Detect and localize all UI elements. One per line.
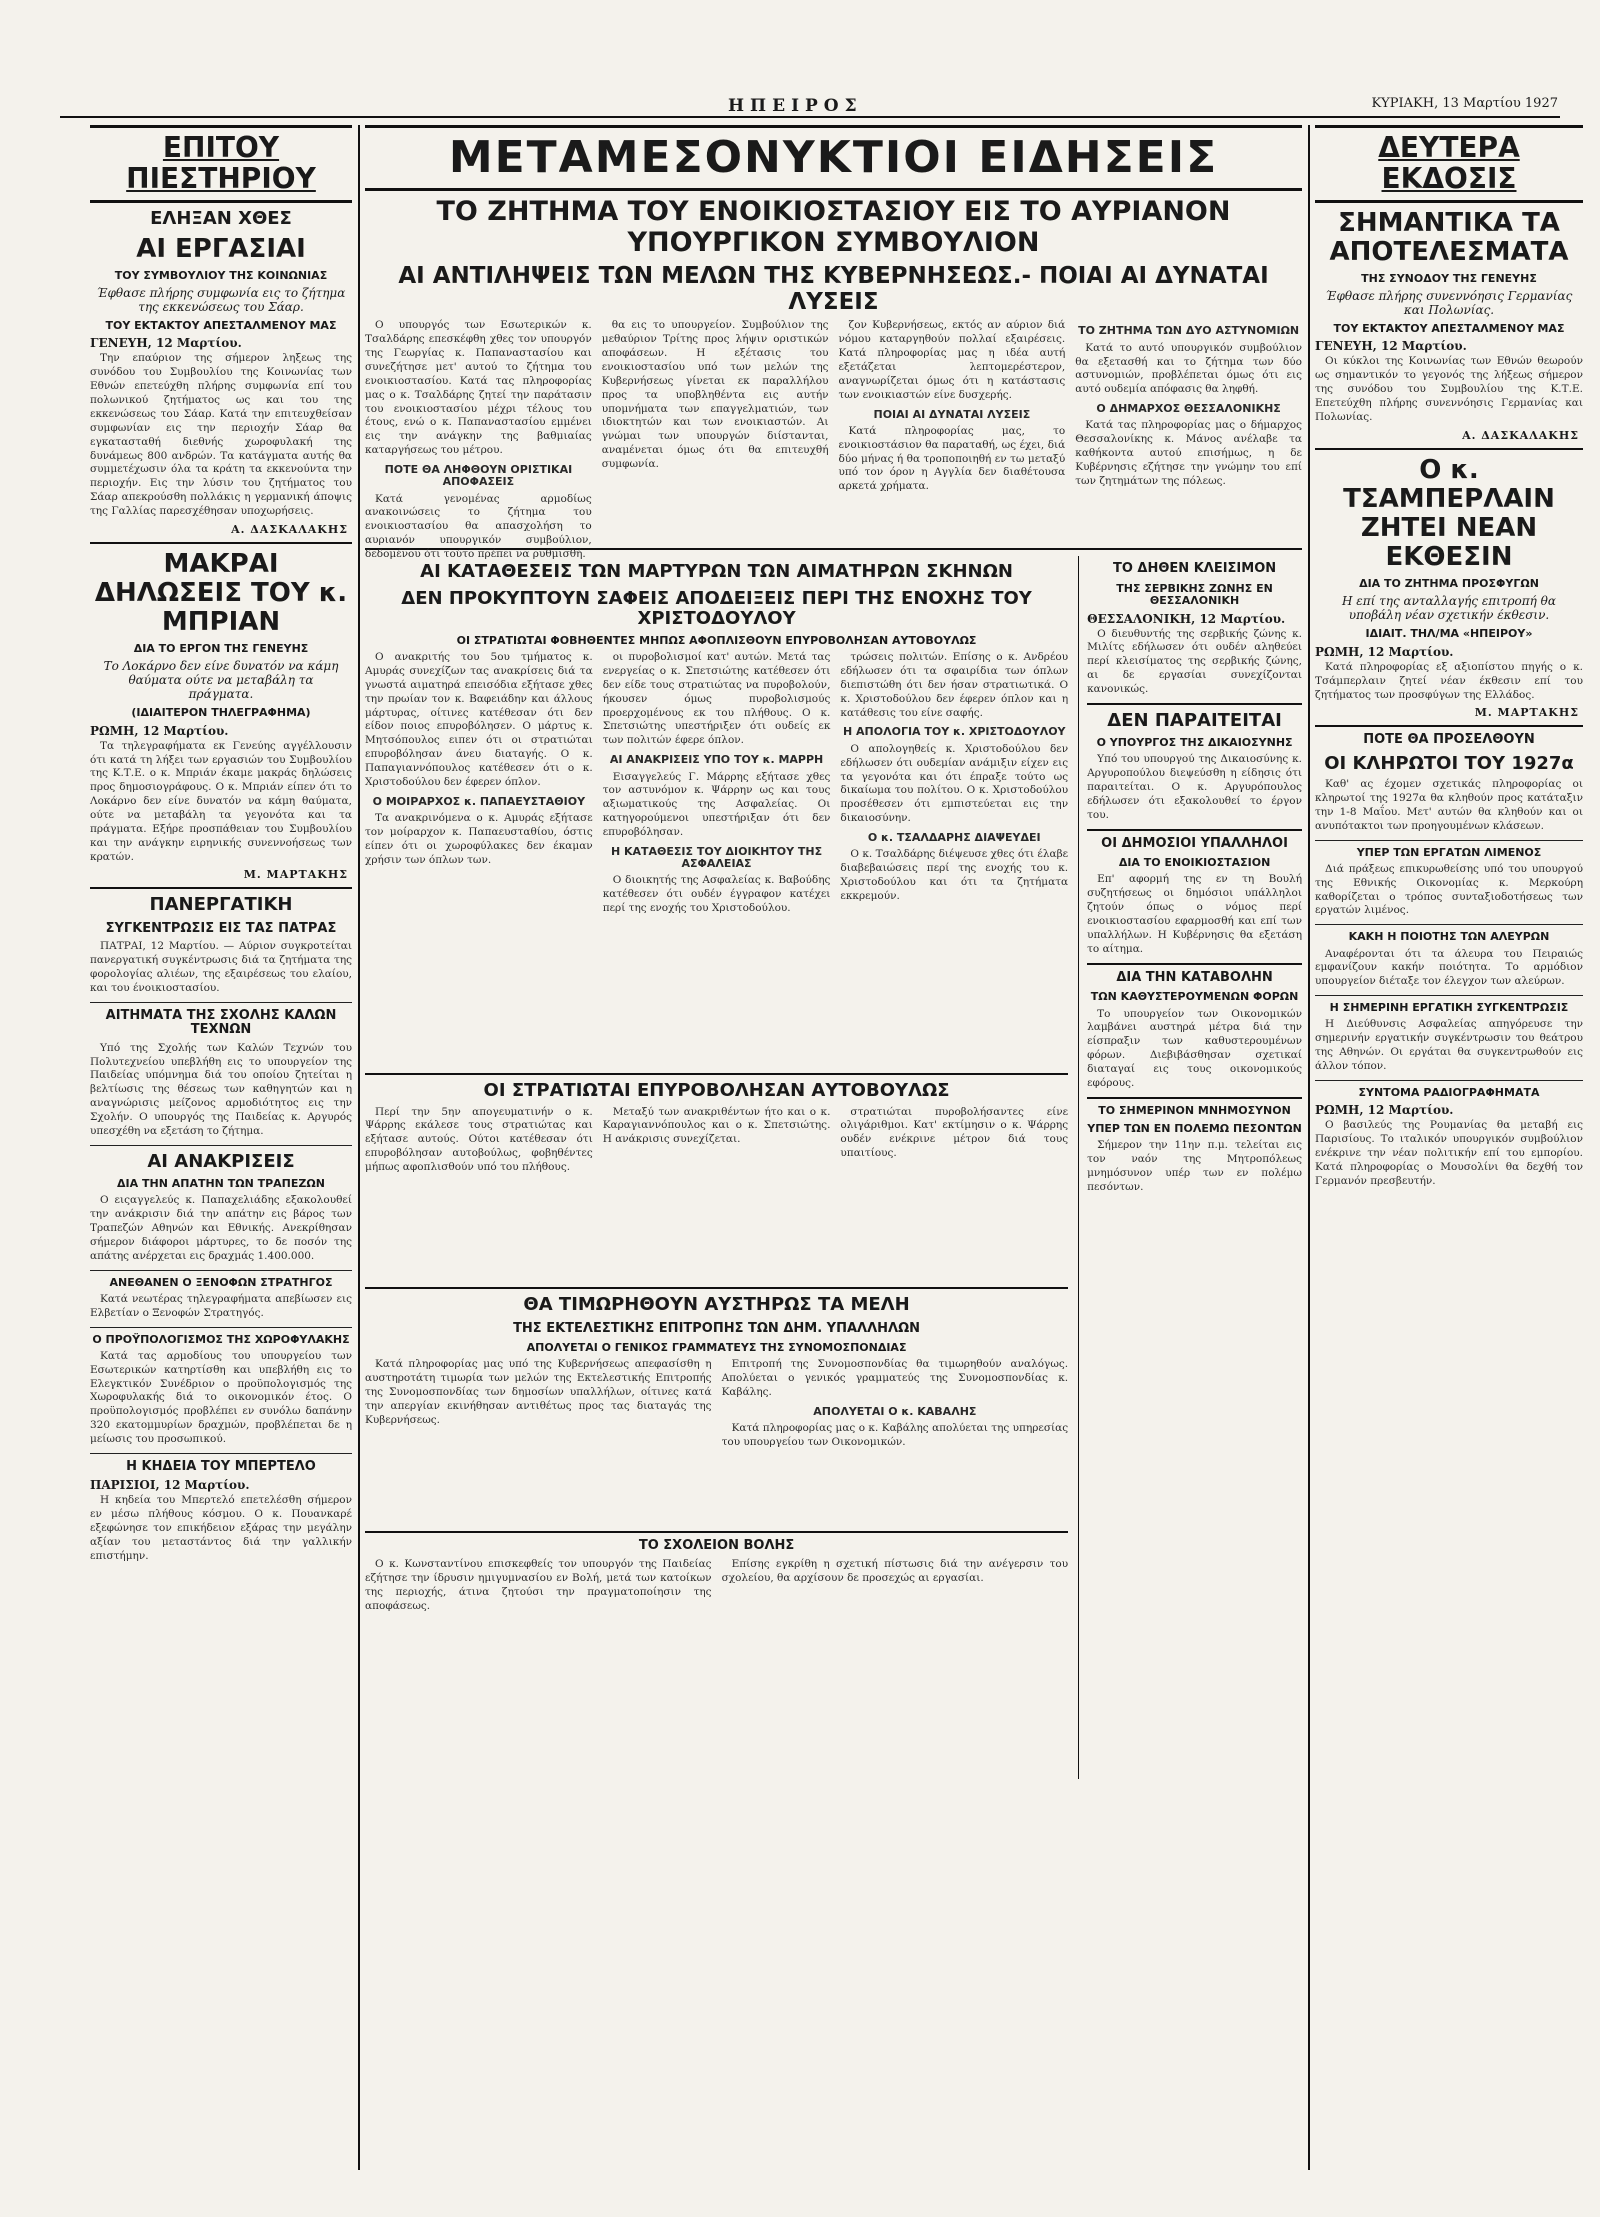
headline: ΥΠΕΡ ΤΩΝ ΕΡΓΑΤΩΝ ΛΙΜΕΝΟΣ [1356,845,1542,859]
masthead [0,96,1600,116]
headline-line-2: ΔΕΝ ΠΡΟΚΥΠΤΟΥΝ ΣΑΦΕΙΣ ΑΠΟΔΕΙΞΕΙΣ ΠΕΡΙ ΤΗΣ ΕΝΟΧΗΣ ΤΟΥ ΧΡΙΣΤΟΔΟΥΛΟΥ [401,587,1032,629]
paragraph: Κατά πληροφορίας μας ο κ. Καβάλης απολύεται της υπηρεσίας του υπουργείου των Οικονομικών. [721,1422,1069,1449]
text-column [1075,319,1302,566]
paragraph: Διά πράξεως επικυρωθείσης υπό του υπουργού της Εθνικής Οικονομίας κ. Μερκούρη καθορίζεται ο τρόπος συνταξιοδοτήσεως των εργατών λιμένος. [1315,862,1583,917]
section-heading: Η ΑΠΟΛΟΓΙΑ ΤΟΥ κ. ΧΡΙΣΤΟΔΟΥΛΟΥ [842,725,1066,739]
dateline: ΘΕΣΣΑΛΟΝΙΚΗ, 12 Μαρτίου. [1087,611,1286,626]
subheadline: ΔΙΑ ΤΟ ΕΡΓΟΝ ΤΗΣ ΓΕΝΕΥΗΣ [133,642,309,656]
headline: ΣΥΓΚΕΝΤΡΩΣΙΣ ΕΙΣ ΤΑΣ ΠΑΤΡΑΣ [105,920,337,936]
section-heading: Ο ΔΗΜΑΡΧΟΣ ΘΕΣΣΑΛΟΝΙΚΗΣ [1096,402,1281,416]
article-labor-rally [1315,1002,1583,1074]
subheadline: ΔΙΑ ΤΟ ΕΝΟΙΚΙΟΣΤΑΣΙΟΝ [1118,856,1271,870]
paragraph: ζον Κυβερνήσεως, εκτός αν αύριον διά νόμου καταργηθούν πολλαί εξαιρέσεις. Κατά πληροφορίας μας η ιδέα αυτή εξετάζεται λεπτομερέστερον, αναγνωρίζεται όμως ότι η κατάστασις των ενοικιαστών είνε δυσχερής. [838,319,1066,401]
paragraph: Αναφέρονται ότι τα άλευρα του Πειραιώς εμφανίζουν κακήν ποιότητα. Το αρμόδιον υπουργείον διέταξε τον έλεγχον των αλεύρων. [1315,947,1583,988]
column-divider [1308,125,1310,2170]
headline: ΑΙΤΗΜΑΤΑ ΤΗΣ ΣΧΟΛΗΣ ΚΑΛΩΝ ΤΕΧΝΩΝ [105,1007,337,1038]
headline: Η ΚΗΔΕΙΑ ΤΟΥ ΜΠΕΡΤΕΛΟ [126,1458,316,1474]
main-section [365,125,1302,2170]
paragraph: θα εις το υπουργείον. Συμβούλιον της μεθαύριον Τρίτης προς λήψιν οριστικών αποφάσεων. Η εξέτασις του ενοικιοστασίου υπό των μελών της Κυβερνήσεως γίνεται εκ παραλλήλου προς τα υποβληθέντα εις αυτήν υπομνήματα των επαγγελματιών, των ιδιοκτητών και των ενοικιαστών. Αι γνώμαι των υπουργών διίστανται, αναμένεται όμως ότι θα επιτευχθή συμφωνία. [601,319,829,470]
paragraph: Την επαύριον της σήμερον ληξεως της συνόδου του Συμβουλίου της Κοινωνίας των Εθνών επετεύχθη πλήρης συμφωνία επί του πολωνικού ζητήματος ως και του της εκκενώσεως του Σάαρ. Κατά την επιτευχθείσαν συμφωνίαν εις την περιοχήν Σάαρ θα εγκατασταθή διεθνής χωροφυλακή της δυνάμεως 800 ανδρών. Τα κατάγματα αυτής θα συμμετέχωσιν όλα τα κράτη τα εκκενούντα την περιοχήν. Εις την λύσιν του ζητήματος του Σάαρ απεκρούσθη πολλάκις η γερμανική άποψις της Γαλλίας παρεσχέθησαν υποχωρήσεις. [90,352,352,517]
text-column [602,319,829,566]
article-body [1315,1018,1583,1073]
paragraph: Ο διευθυντής της σερβικής ζώνης κ. Μιλίτς εδήλωσεν ότι ουδέν αληθεύει περί κλεισίματος της σερβικής ζώνης, αι δε εργασίαι συνεχίζονται κανονικώς. [1087,627,1302,695]
article-body [90,940,352,995]
section-heading: ΠΟΤΕ ΘΑ ΛΗΦΘΟΥΝ ΟΡΙΣΤΙΚΑΙ ΑΠΟΦΑΣΕΙΣ [384,462,573,489]
kicker: ΠΟΤΕ ΘΑ ΠΡΟΣΕΛΘΟΥΝ [1363,732,1535,748]
paragraph: Κατά νεωτέρας τηλεγραφήματα απεβίωσεν εις Ελβετίαν ο Ξενοφών Στρατηγός. [90,1292,352,1319]
article-body [1087,873,1302,956]
article-serbian-zone [1087,562,1302,696]
signature: Α. ΔΑΣΚΑΛΑΚΗΣ [1462,428,1579,442]
article-public-servants [1087,837,1302,957]
headline: ΑΙ ΑΝΑΚΡΙΣΕΙΣ [147,1150,295,1172]
section-heading: Η ΚΑΤΑΘΕΣΙΣ ΤΟΥ ΔΙΟΙΚΗΤΟΥ ΤΗΣ ΑΣΦΑΛΕΙΑΣ [610,844,823,871]
article-conscripts [1315,733,1583,833]
headline: ΜΑΚΡΑΙ ΔΗΛΩΣΕΙΣ ΤΟΥ κ. ΜΠΡΙΑΝ [94,548,348,638]
section-heading: ΑΠΟΛΥΕΤΑΙ Ο κ. ΚΑΒΑΛΗΣ [813,1404,977,1418]
article-civil-servants [365,1295,1068,1525]
headline: ΤΟ ΣΧΟΛΕΙΟΝ ΒΟΛΗΣ [638,1538,795,1554]
subheadline: ΟΙ ΣΤΡΑΤΙΩΤΑΙ ΦΟΒΗΘΕΝΤΕΣ ΜΗΠΩΣ ΑΦΟΠΛΙΣΘΟΥΝ ΕΠΥΡΟΒΟΛΗΣΑΝ ΑΥΤΟΒΟΥΛΩΣ [456,633,977,647]
subheadline: ΤΗΣ ΣΕΡΒΙΚΗΣ ΖΩΝΗΣ ΕΝ ΘΕΣΣΑΛΟΝΙΚΗ [1116,581,1273,608]
masthead-rule [60,116,1560,118]
paragraph: ΠΑΤΡΑΙ, 12 Μαρτίου. — Αύριον συγκροτείται πανεργατική συγκέντρωσις διά τα ζητήματα της φορολογίας αλιέων, της εξαιρέσεως του ελαίου, και του ένοικιοστασίου. [90,940,352,994]
article-bank-fraud [90,1152,352,1264]
paragraph: Κατά το αυτό υπουργικόν συμβούλιον θα εξετασθή και το ζήτημα των δύο αστυνομιών, προβλέπεται όμως ότι εις αυτό ουδεμία απόφασις θα ληφθή. [1075,341,1302,396]
headline: ΚΑΚΗ Η ΠΟΙΟΤΗΣ ΤΩΝ ΑΛΕΥΡΩΝ [1348,930,1550,944]
column-divider [358,125,360,2170]
section-heading: ΑΙ ΑΝΑΚΡΙΣΕΙΣ ΥΠΟ ΤΟΥ κ. ΜΑΡΡΗ [609,753,824,767]
masthead-title: ΗΠΕΙΡΟΣ [720,96,871,116]
dateline: ΓΕΝΕΥΗ, 12 Μαρτίου. [90,336,242,351]
article-school [365,1539,1068,1779]
paragraph: στρατιώται πυροβολήσαντες είνε ολιγάριθμοι. Κατ' εκτίμησιν ο κ. Ψάρρης ουδέν ενέκρινε μέτρον διά τους υπαιτίους. [840,1105,1069,1160]
headline: ΣΥΝΤΟΜΑ ΡΑΔΙΟΓΡΑΦΗΜΑΤΑ [1358,1085,1540,1099]
headline: ΑΙ ΕΡΓΑΣΙΑΙ [136,233,306,264]
dateline: ΡΩΜΗ, 12 Μαρτίου. [90,723,229,738]
paragraph: Τα τηλεγραφήματα εκ Γενεύης αγγέλλουσιν ότι κατά τη λήξει των εργασιών του Συμβουλίου της Κ.Τ.Ε. ο κ. Μπριάν έκαμε μακράς δηλώσεις προς δημοσιογράφους. Ο κ. Μπριάν είπεν ότι το Λοκάρνο δεν είνε δυνατόν να κάμη θαύματα, ούτε να μεταβάλη τα γεγονότα και τα πράγματα. Εξήρε προσπάθειαν του Συμβουλίου και την ανάγκην ειρηνικής συνεννοήσεως των κρατών. [90,739,352,863]
subheadline: ΤΟΥ ΣΥΜΒΟΥΛΙΟΥ ΤΗΣ ΚΟΙΝΩΝΙΑΣ [114,268,328,282]
article-body [90,740,352,865]
paragraph: Ο υπουργός των Εσωτερικών κ. Τσαλδάρης επεσκέφθη χθες τον υπουργόν της Γεωργίας κ. Παπαναστασίου και συνεζήτησε μετ' αυτού το ζήτημα του ενοικιοστασίου. Κατά τας πληροφορίας μας ο κ. Τσαλδάρης ζητεί την παράτασιν του ενοικιοστασίου μέχρι τέλους του έτους, ενώ ο κ. Παπαναστασίου εμμένει εις την ανάγκην της βαθμιαίας καταργήσεως του μέτρου. [365,319,592,457]
paragraph: Οι κύκλοι της Κοινωνίας των Εθνών θεωρούν ως σημαντικόν το γεγονός της λήξεως σήμερον της συνόδου του Συμβουλίου της Κ.Τ.Ε. Επετεύχθη πλήρης συνεννόησις Γερμανίας και Πολωνίας. [1315,355,1583,423]
paragraph: Κατά πληροφορίας μας, το ενοικιοστάσιον θα παραταθή, ως έχει, διά δύο μήνας ή θα τροποποιηθή εν τω μεταξύ υπό τον όρον η Αγγλία δεν διαθέτουσα αρκετά χρήματα. [838,424,1066,493]
article-patras [90,895,352,995]
paragraph: Εισαγγελεύς Γ. Μάρρης εξήτασε χθες τον αστυνόμον κ. Ψάρρην ως και τους αξιωματικούς της Ασφαλείας. Οι κατηγορούμενοι υπεστήριξαν ότι δεν επυροβόλησαν. [602,770,831,838]
kicker: ΠΑΝΕΡΓΑΤΙΚΗ [149,894,293,916]
article-flour-quality [1315,931,1583,989]
article-body [1315,948,1583,990]
masthead-date: ΚΥΡΙΑΚΗ, 13 Μαρτίου 1927 [1365,96,1558,111]
headline: ΟΙ ΔΗΜΟΣΙΟΙ ΥΠΑΛΛΗΛΟΙ [1101,835,1288,851]
subheadline: ΔΙΑ ΤΗΝ ΑΠΑΤΗΝ ΤΩΝ ΤΡΑΠΕΖΩΝ [117,1176,325,1190]
article-justice-minister [1087,711,1302,823]
article-rent-control [365,196,1302,561]
article-body [90,1042,352,1139]
subheadline: ΑΠΟΛΥΕΤΑΙ Ο ΓΕΝΙΚΟΣ ΓΡΑΜΜΑΤΕΥΣ ΤΗΣ ΣΥΝΟΜΟΣΠΟΝΔΙΑΣ [526,1341,907,1355]
article-body [1087,628,1302,697]
paragraph: Επ' αφορμή της εν τη Βουλή συζητήσεως οι δημόσιοι υπάλληλοι ζητούν όπως ο νόμος περί ενοικιοστασίου εφαρμοσθή και επί των υπαλλήλων. Η Κυβέρνησις θα εξετάση το αίτημα. [1087,873,1302,955]
paragraph: Ο απολογηθείς κ. Χριστοδούλου δεν εδήλωσεν ότι ουδεμίαν ανάμιξιν είχεν εις τα γεγονότα και ότι έπραξε τούτο ως δικαίωμα του πολίτου. Ο κ. Χριστοδούλου προσέθεσεν ότι εμπιστεύεται εις την δικαιοσύνην. [840,742,1069,825]
text-column [839,319,1066,566]
paragraph: οι πυροβολισμοί κατ' αυτών. Μετά τας ενεργείας ο κ. Σπετσιώτης κατέθεσεν ότι δεν είδε τους στρατιώτας να πυροβολούν, ήκουσεν όμως πυροβολισμούς προερχομένους εκ του πλήθους. Ο κ. Σπετσιώτης υπεστήριξεν ότι ουδείς εκ των πολιτών έφερε όπλον. [602,651,831,747]
paragraph: Υπό της Σχολής των Καλών Τεχνών του Πολυτεχνείου υπεβλήθη εις το υπουργείον της Παιδείας υπόμνημα διά του οποίου ζητείται η βελτίωσις της θέσεως των καθηγητών και η αναγνώρισις μείζονος αρμοδιότητος εις την Σχολήν. Ο υπουργός της Παιδείας κ. Αργυρός υπεσχέθη να εξετάση το ζήτημα. [90,1041,352,1137]
text-column [365,319,592,566]
paragraph: Τα ανακρινόμενα ο κ. Αμυράς εξήτασε τον μοίραρχον κ. Παπαευσταθίου, όστις είπεν ότι οι χωροφύλακες δεν έκαμαν χρήσιν των όπλων των. [365,812,593,866]
text-column [840,651,1068,920]
article-geneva-council [90,209,352,536]
text-column [365,1106,593,1179]
dateline: ΓΕΝΕΥΗ, 12 Μαρτίου. [1315,339,1467,354]
left-banner: ΕΠΙΤΟΥ ΠΙΕΣΤΗΡΙΟΥ [90,125,352,203]
source: (ΙΔΙΑΙΤΕΡΟΝ ΤΗΛΕΓΡΑΦΗΜΑ) [131,706,311,720]
text-column [365,651,593,920]
article-chamberlain [1315,456,1583,720]
article-soldiers [365,1081,1068,1281]
headline: ΔΕΝ ΠΑΡΑΙΤΕΙΤΑΙ [1107,709,1282,731]
signature: Μ. ΜΑΡΤΑΚΗΣ [1474,706,1579,720]
paragraph: Ο ανακριτής του 5ου τμήματος κ. Αμυράς συνεχίζων τας ανακρίσεις διά τα γνωστά αιματηρά επεισόδια εξήτασε χθες την πρωίαν τον κ. Βαφειάδην και άλλους μάρτυρας, οίτινες κατέθεσαν ότι δεν είδον ποιος επυροβόλησεν. Ο μάρτυς κ. Μητσόπουλος ειπεν ότι οι στρατιώται επυροβόλησαν άνευ διαταγής. Ο κ. Παπαγιαννόπουλος κατέθεσεν ότι ο κ. Χριστοδούλου δεν έφερεν όπλον. [365,651,593,788]
paragraph: Κατά τας πληροφορίας μας ο δήμαρχος Θεσσαλονίκης κ. Μάνος ανέλαβε τα καθήκοντα αυτού επισήμως, η δε Κυβέρνησις εζήτησε την γνώμην του επί των ζητημάτων της πόλεως. [1075,419,1302,487]
headline: Η ΣΗΜΕΡΙΝΗ ΕΡΓΑΤΙΚΗ ΣΥΓΚΕΝΤΡΩΣΙΣ [1329,1001,1569,1015]
text-column [603,651,831,920]
article-fine-arts [90,1009,352,1139]
subheadline: Ο ΥΠΟΥΡΓΟΣ ΤΗΣ ΔΙΚΑΙΟΣΥΝΗΣ [1096,736,1293,750]
section-heading: ΠΟΙΑΙ ΑΙ ΔΥΝΑΤΑΙ ΛΥΣΕΙΣ [873,407,1031,421]
subheadline: ΔΙΑ ΤΟ ΖΗΤΗΜΑ ΠΡΟΣΦΥΓΩΝ [1359,577,1539,591]
headline: ΤΟ ΣΗΜΕΡΙΝΟΝ ΜΝΗΜΟΣΥΝΟΝ [1098,1103,1291,1117]
article-memorial [1087,1105,1302,1195]
section-heading: Ο κ. ΤΣΑΛΔΑΡΗΣ ΔΙΑΨΕΥΔΕΙ [867,830,1041,844]
headline: ΤΟ ΖΗΤΗΜΑ ΤΟΥ ΕΝΟΙΚΙΟΣΤΑΣΙΟΥ ΕΙΣ ΤΟ ΑΥΡΙΑΝΟΝ ΥΠΟΥΡΓΙΚΟΝ ΣΥΜΒΟΥΛΙΟΝ [436,196,1231,258]
source: ΙΔΙΑΙΤ. ΤΗΛ/ΜΑ «ΗΠΕΙΡΟΥ» [1365,627,1533,641]
paragraph: Κατά τας αρμοδίους του υπουργείου των Εσωτερικών κατηρτίσθη και υπεβλήθη εις το Ελεγκτικόν Συνέδριον ο προϋπολογισμός της Χωροφυλακής διά το οικονομικόν έτος. Ο προϋπολογισμός προβλέπει εν συνόλω δαπάνην 320 εκατομμυρίων δραχμών, προβλέπεται δε η μείωσις του προσωπικού. [90,1349,352,1445]
paragraph: Σήμερον την 11ην π.μ. τελείται εις τον ναόν της Μητροπόλεως μνημόσυνον υπέρ των εν πολέμω πεσόντων. [1087,1139,1302,1193]
article-body [1087,1139,1302,1194]
text-column [603,1106,831,1179]
paragraph: Ο διοικητής της Ασφαλείας κ. Βαβούδης κατέθεσεν ότι ουδέν έγγραφον κατέχει περί της ενοχής του Χριστοδούλου. [602,874,831,915]
paragraph: Μεταξύ των ανακριθέντων ήτο και ο κ. Καραγιαννόπουλος και ο κ. Σπετσιώτης. Η ανάκρισις συνεχίζεται. [602,1105,831,1146]
text-column [365,1558,712,1617]
right-banner: ΔΕΥΤΕΡΑ ΕΚΔΟΣΙΣ [1315,125,1583,203]
paragraph: Επιτροπή της Συνομοσπονδίας θα τιμωρηθούν αναλόγως. Απολύεται ο γενικός γραμματεύς της Συνομοσπονδίας κ. Καβάλης. [721,1358,1069,1399]
article-body [1087,1008,1302,1091]
article-body [90,1194,352,1263]
article-body [90,352,352,518]
paragraph: Ο βασιλεύς της Ρουμανίας θα μεταβή εις Παρισίους. Το ιταλικόν υπουργικόν συμβούλιον ενέκρινε την νέαν πολιτικήν επί του εμπορίου. Κατά πληροφορίας ο Μουσολίνι θα δεχθή τον Γερμανόν πρεσβευτήν. [1315,1119,1583,1187]
text-column [722,1558,1069,1617]
article-berthelot-funeral [90,1460,352,1564]
article-radiograms [1315,1087,1583,1189]
paragraph: τρώσεις πολιτών. Επίσης ο κ. Ανδρέου εδήλωσεν ότι τα σφαιρίδια των όπλων διεπιστώθη ότι δεν ήσαν στρατιωτικά. Ο κ. Χριστοδούλου δεν έφερεν όπλον και η κατάθεσις του είνε σαφής. [840,651,1069,719]
left-column [90,125,352,2170]
subheadline: ΤΩΝ ΚΑΘΥΣΤΕΡΟΥΜΕΝΩΝ ΦΟΡΩΝ [1090,990,1299,1004]
subheadline: ΑΙ ΑΝΤΙΛΗΨΕΙΣ ΤΩΝ ΜΕΛΩΝ ΤΗΣ ΚΥΒΕΡΝΗΣΕΩΣ.- ΠΟΙΑΙ ΑΙ ΔΥΝΑΤΑΙ ΛΥΣΕΙΣ [398,262,1269,315]
article-gendarmerie-budget [90,1334,352,1447]
main-banner: ΜΕΤΑΜΕΣΟΝΥΚΤΙΟΙ ΕΙΔΗΣΕΙΣ [365,125,1302,191]
dateline: ΡΩΜΗ, 12 Μαρτίου. [1315,1103,1454,1118]
headline: ΔΙΑ ΤΗΝ ΚΑΤΑΒΟΛΗΝ [1116,969,1273,985]
headline: ΑΝΕΘΑΝΕΝ Ο ΞΕΝΟΦΩΝ ΣΤΡΑΤΗΓΟΣ [109,1275,333,1289]
section-heading: Ο ΜΟΙΡΑΡΧΟΣ κ. ΠΑΠΑΕΥΣΤΑΘΙΟΥ [372,794,586,808]
article-body [1315,661,1583,703]
article-body [1315,863,1583,918]
dateline: ΠΑΡΙΣΙΟΙ, 12 Μαρτίου. [90,1478,250,1493]
headline: ΘΑ ΤΙΜΩΡΗΘΟΥΝ ΑΥΣΤΗΡΩΣ ΤΑ ΜΕΛΗ [523,1294,910,1316]
lead: Έφθασε πλήρης συνεννόησις Γερμανίας και Πολωνίας. [1325,289,1573,318]
paragraph: Η κηδεία του Μπερτελό επετελέσθη σήμερον εν μέσω πλήθους κόσμου. Ο κ. Πουανκαρέ εξεφώνησε τον επικήδειον εξάρας την μεγάλην αξίαν του μεταστάντος διά την γαλλικήν επιστήμην. [90,1494,352,1562]
lead: Έφθασε πλήρης συμφωνία εις το ζήτημα της εκκενώσεως του Σάαρ. [96,286,346,315]
article-body [1315,778,1583,833]
headline: Ο κ. ΤΣΑΜΠΕΡΛΑΙΝ ΖΗΤΕΙ ΝΕΑΝ ΕΚΘΕΣΙΝ [1343,454,1555,573]
signature: Μ. ΜΑΡΤΑΚΗΣ [243,868,348,882]
paragraph: Το υπουργείον των Οικονομικών λαμβάνει αυστηρά μέτρα διά την είσπραξιν των καθυστερουμένων φόρων. Διεβιβάσθησαν σχετικαί διαταγαί εις τους οικονομικούς εφόρους. [1087,1007,1302,1089]
article-body [1315,1119,1583,1188]
dateline: ΡΩΜΗ, 12 Μαρτίου. [1315,644,1454,659]
paragraph: Κατά γενομένας αρμοδίως ανακοινώσεις το ζήτημα του ενοικιοστασίου θα απασχολήση το αυριανόν υπουργικόν συμβούλιον, δεδομένου ότι τούτο πρέπει να ρυθμισθή. [365,492,592,561]
article-geneva-results [1315,209,1583,442]
headline: ΑΙ ΚΑΤΑΘΕΣΕΙΣ ΤΩΝ ΜΑΡΤΥΡΩΝ ΤΩΝ ΑΙΜΑΤΗΡΩΝ ΣΚΗΝΩΝ [420,561,1013,583]
text-column [365,1358,712,1454]
article-body [90,1350,352,1447]
paragraph: Ο κ. Τσαλδάρης διέψευσε χθες ότι έλαβε διαβεβαιώσεις περί της ενοχής του κ. Χριστοδούλου και ότι τα ζητήματα εκκρεμούν. [840,848,1069,902]
text-column [722,1358,1069,1454]
paragraph: Η Διεύθυνσις Ασφαλείας απηγόρευσε την σημερινήν εργατικήν συγκέντρωσιν του θεάτρου της Αθηνών. Οι εργάται θα συγκεντρωθούν εις άλλον τόπον. [1315,1018,1583,1073]
article-obituary [90,1277,352,1321]
paragraph: Επίσης εγκρίθη η σχετική πίστωσις διά την ανέγερσιν του σχολείου, θα αρχίσουν δε προσεχώς αι εργασίαι. [721,1557,1069,1584]
source: ΤΟΥ ΕΚΤΑΚΤΟΥ ΑΠΕΣΤΑΛΜΕΝΟΥ ΜΑΣ [1333,322,1565,336]
paragraph: Ο κ. Κωνσταντίνου επισκεφθείς τον υπουργόν της Παιδείας εζήτησε την ίδρυσιν ημιγυμνασίου εν Βολή, μετά των κατοίκων της περιοχής, άτινα ζητούσι την πραγματοποίησιν της αποφάσεως. [365,1557,712,1612]
headline: ΟΙ ΣΤΡΑΤΙΩΤΑΙ ΕΠΥΡΟΒΟΛΗΣΑΝ ΑΥΤΟΒΟΥΛΩΣ [483,1080,950,1102]
paragraph: Καθ' ας έχομεν σχετικάς πληροφορίας οι κληρωτοί της 1927α θα κληθούν προς κατάταξιν την 1-8 Μαΐου. Μετ' αυτών θα κληθούν και οι ανυπότακτοι των προηγουμένων κλάσεων. [1315,778,1583,832]
source: ΤΟΥ ΕΚΤΑΚΤΟΥ ΑΠΕΣΤΑΛΜΕΝΟΥ ΜΑΣ [105,319,337,333]
lead: Το Λοκάρνο δεν είνε δυνατόν να κάμη θαύματα ούτε να μεταβάλη τα πράγματα. [103,659,339,702]
section-heading: ΤΟ ΖΗΤΗΜΑ ΤΩΝ ΔΥΟ ΑΣΤΥΝΟΜΙΩΝ [1078,324,1300,338]
headline: Ο ΠΡΟΫΠΟΛΟΓΙΣΜΟΣ ΤΗΣ ΧΩΡΟΦΥΛΑΚΗΣ [92,1332,350,1346]
article-witness-testimony [365,562,1068,1067]
article-overdue-taxes [1087,971,1302,1091]
subheadline: ΤΗΣ ΣΥΝΟΔΟΥ ΤΗΣ ΓΕΝΕΥΗΣ [1361,271,1537,285]
article-briand [90,550,352,882]
headline: ΟΙ ΚΛΗΡΩΤΟΙ ΤΟΥ 1927α [1324,752,1574,774]
article-body [1087,753,1302,822]
article-body [90,1494,352,1563]
article-port-workers [1315,847,1583,919]
headline-line-2: ΤΗΣ ΕΚΤΕΛΕΣΤΙΚΗΣ ΕΠΙΤΡΟΠΗΣ ΤΩΝ ΔΗΜ. ΥΠΑΛΛΗΛΩΝ [513,1320,921,1336]
article-body [1315,355,1583,424]
paragraph: Ο ειςαγγελεύς κ. Παπαχελιάδης εξακολουθεί την ανάκρισιν διά την απάτην εις βάρος των Τραπεζών Αθηνών και Εθνικής. Ανεκρίθησαν σήμερον διάφοροι μάρτυρες, το δε ποσόν της απάτης ανέρχεται εις δραχμάς 1.400.000. [90,1194,352,1262]
subheadline: ΥΠΕΡ ΤΩΝ ΕΝ ΠΟΛΕΜΩ ΠΕΣΟΝΤΩΝ [1087,1121,1302,1135]
signature: Α. ΔΑΣΚΑΛΑΚΗΣ [231,522,348,536]
paragraph: Κατά πληροφορίας μας υπό της Κυβερνήσεως απεφασίσθη η αυστηροτάτη τιμωρία των μελών της Εκτελεστικής Επιτροπής της Συνομοσπονδίας των δημοσίων υπαλλήλων, οίτινες κατά την απεργίαν εκινήθησαν αντιθέτως προς τας διαταγάς της Κυβερνήσεως. [365,1358,712,1426]
paragraph: Υπό του υπουργού της Δικαιοσύνης κ. Αργυροπούλου διεψεύσθη η είδησις ότι παραιτείται. Ο κ. Αργυρόπουλος εδήλωσεν ότι εξακολουθεί το έργον του. [1087,753,1302,821]
main-body-right [1078,556,1302,1779]
lead: Η επί της ανταλλαγής επιτροπή θα υποβάλη νέαν σχετικήν έκθεσιν. [1341,594,1556,623]
main-body-left [365,556,1068,1779]
headline: ΣΗΜΑΝΤΙΚΑ ΤΑ ΑΠΟΤΕΛΕΣΜΑΤΑ [1329,207,1569,267]
headline: ΤΟ ΔΗΘΕΝ ΚΛΕΙΣΙΜΟΝ [1112,561,1277,577]
kicker: ΕΛΗΞΑΝ ΧΘΕΣ [150,207,292,229]
right-column [1315,125,1583,2170]
paragraph: Περί την 5ην απογευματινήν ο κ. Ψάρρης εκάλεσε τους στρατιώτας και εξήτασε αυτούς. Ούτοι κατέθεσαν ότι επυροβόλησαν αυτοβούλως, φοβηθέντες μήπως αφοπλισθούν υπό του πλήθους. [365,1105,593,1173]
article-body [90,1293,352,1321]
text-column [840,1106,1068,1179]
paragraph: Κατά πληροφορίας εξ αξιοπίστου πηγής ο κ. Τσάμπερλαιν ζητεί νέαν έκθεσιν επί του ζητήματος των προσφύγων της Ελλάδος. [1315,660,1583,701]
